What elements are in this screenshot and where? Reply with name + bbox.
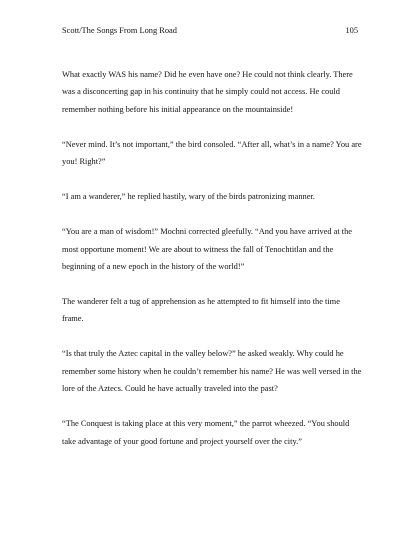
paragraph-apprehension: The wanderer felt a tug of apprehension as he attempted to fit himself into the time frame. bbox=[62, 297, 340, 324]
paragraph-conquest: “The Conquest is taking place at this very moment,” the parrot wheezed. “You should take advantage of your good fortune and project yourself over the city.” bbox=[62, 419, 350, 446]
running-header bbox=[62, 25, 358, 37]
paragraph-name-question: What exactly WAS his name? Did he even have one? He could not think clearly. There was a disconcerting gap in his continuity that he simply could not access. He could remember nothing before his initial appearance on the mountainside! bbox=[62, 70, 353, 114]
paragraph-mochni-correction: “You are a man of wisdom!” Mochni corrected gleefully. “And you have arrived at the most opportune moment! We are about to witness the fall of Tenochtitlan and the beginning of a new epoch in the history of the world!” bbox=[62, 227, 352, 272]
paragraph-aztec-capital: “Is that truly the Aztec capital in the valley below?” he asked weakly. Why could he remember some history when he couldn’t remember his name? He was well versed in the lore of the Aztecs. Could he have actually traveled into the past? bbox=[62, 349, 362, 394]
paragraph-bird-consoles: “Never mind. It’s not important,” the bird consoled. “After all, what’s in a name? You are you! Right?” bbox=[62, 139, 362, 167]
paragraph-wanderer-reply: “I am a wanderer,” he replied hastily, wary of the birds patronizing manner. bbox=[62, 192, 315, 202]
running-header-title: Scott/The Songs From Long Road bbox=[62, 26, 177, 35]
body-text bbox=[62, 66, 362, 468]
page-number: 105 bbox=[345, 26, 358, 35]
